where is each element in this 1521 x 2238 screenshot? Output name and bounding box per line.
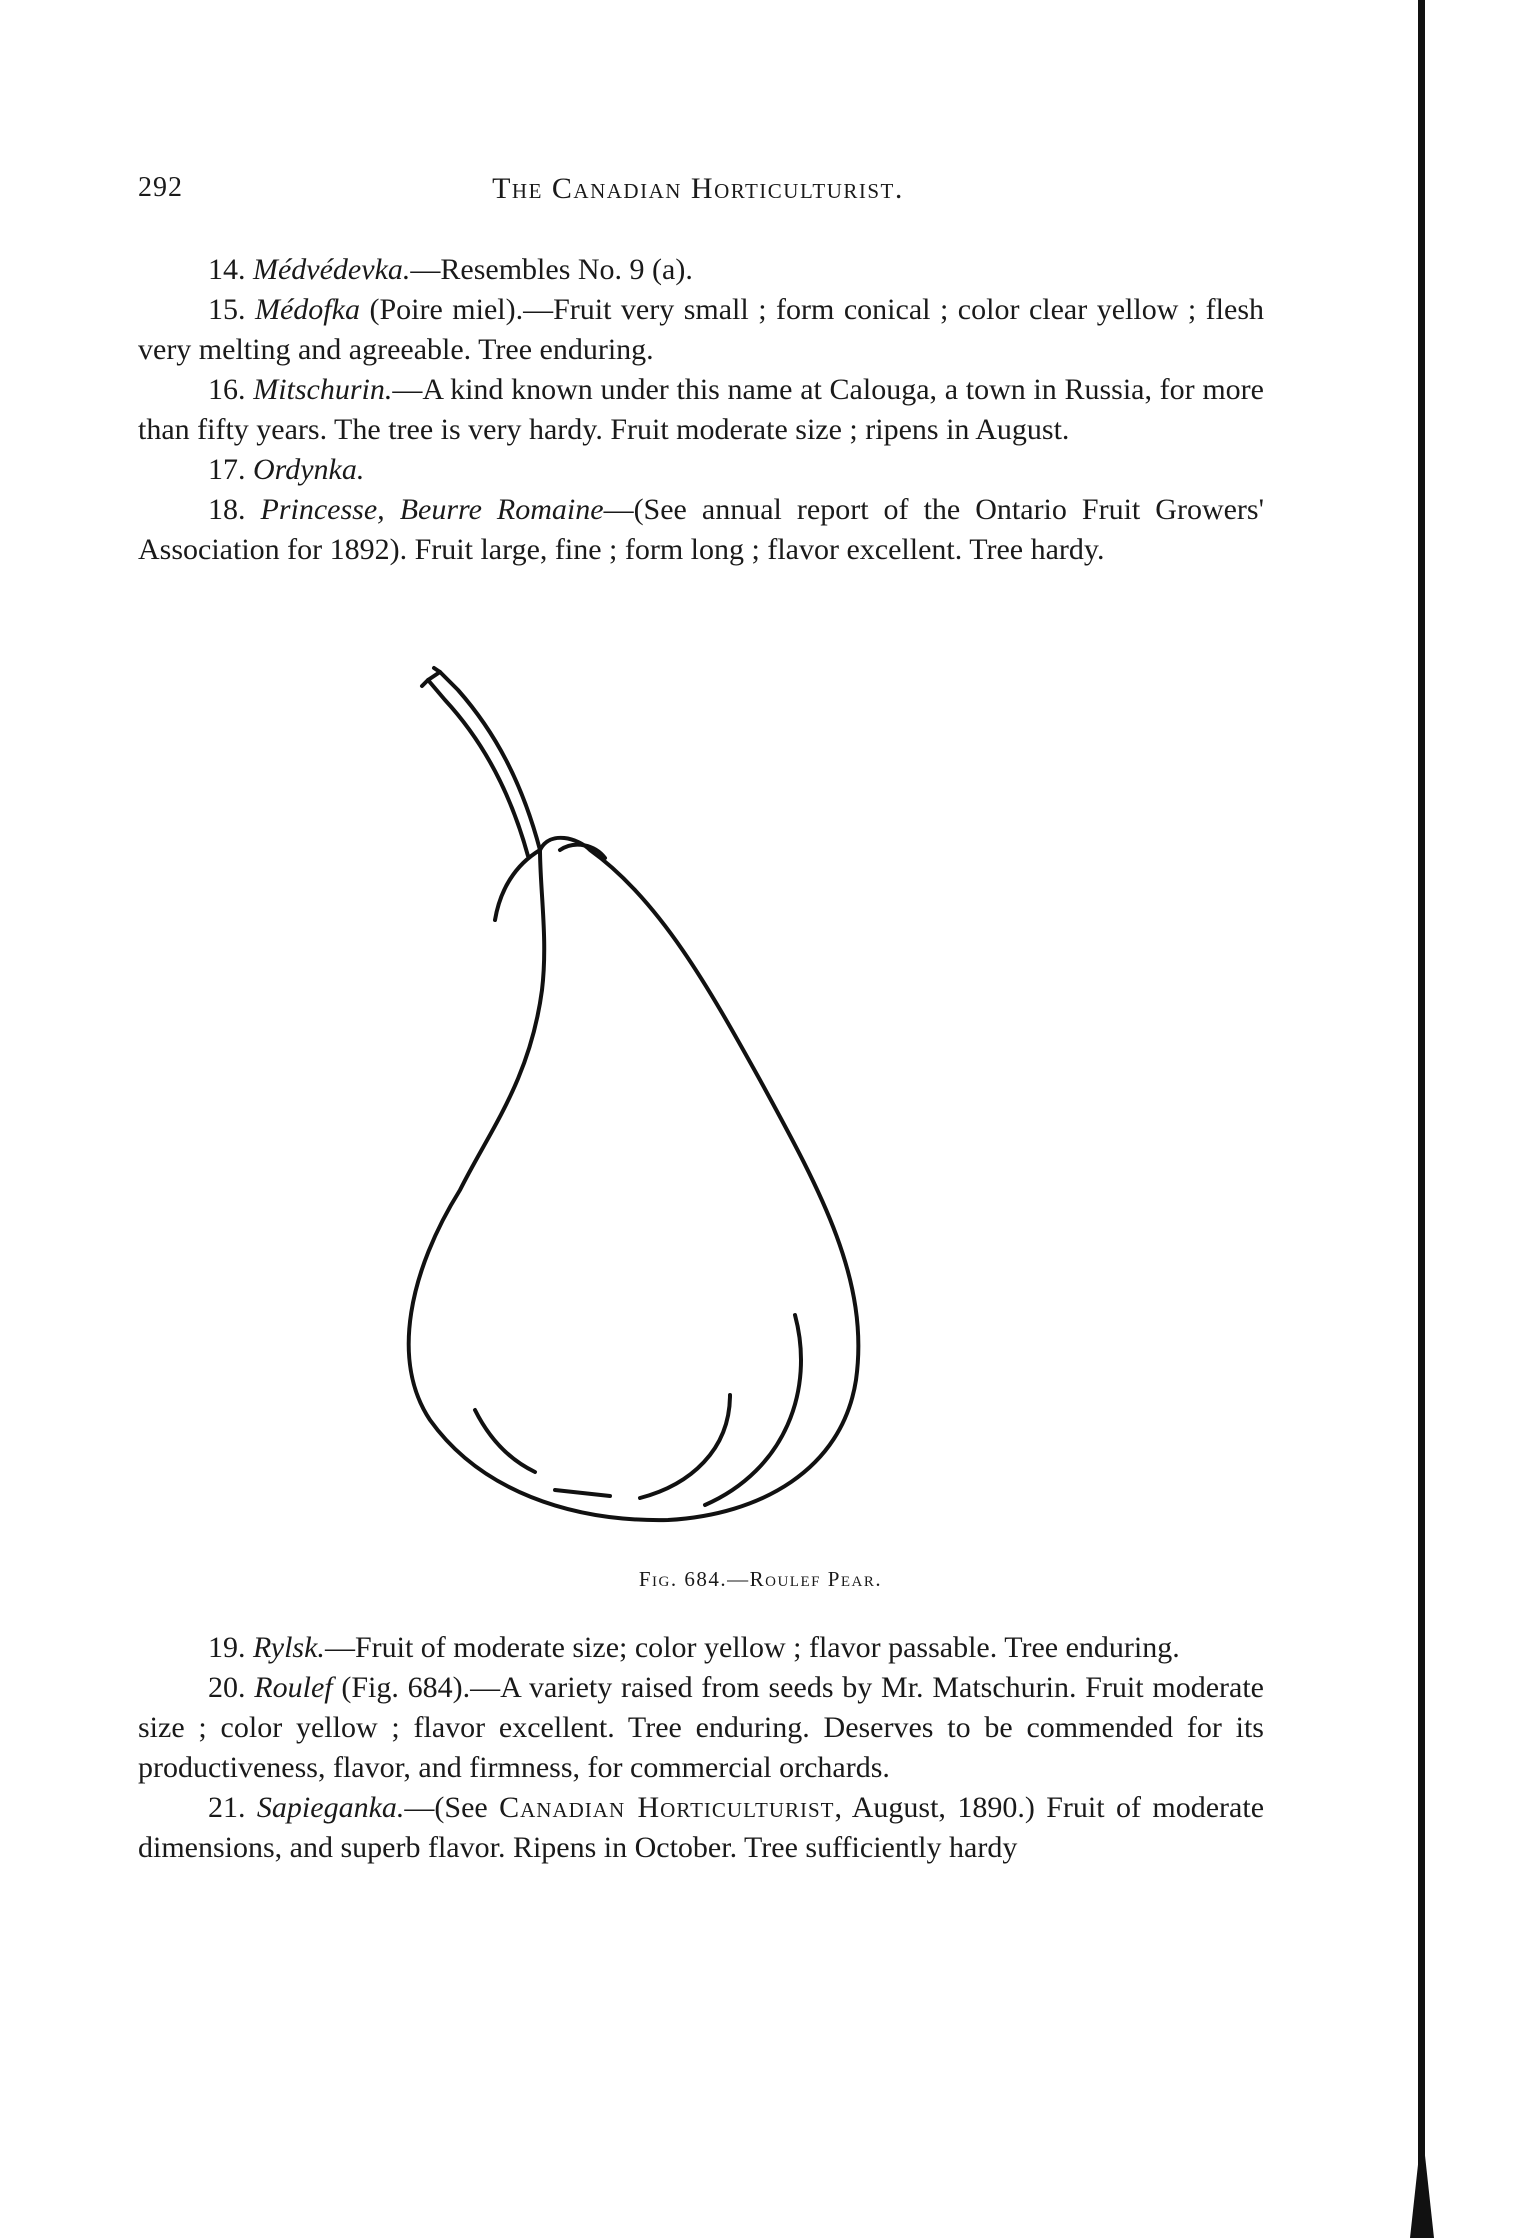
variety-name: Roulef [254,1671,333,1704]
entry-text: —A kind known under this name at Calouga, a town in Russia, for more than fifty years. The tree is very hardy. Fruit moderate size ; ripens in August. [138,373,1264,446]
page-number: 292 [138,172,183,203]
entries-bottom [138,1628,1264,1868]
running-title: The Canadian Horticulturist. [492,172,904,205]
entry [138,370,1264,450]
entry [138,1628,1264,1668]
variety-name: Mitschurin. [253,373,393,406]
entry-number: 19. [208,1631,246,1664]
variety-name: Sapieganka. [256,1791,405,1824]
pear-stem [428,672,540,856]
entry-text: , August, 1890.) Fruit of moderate dimensions, and superb flavor. Ripens in October. Tree sufficiently hardy [138,1791,1265,1864]
entry [138,1788,1264,1868]
entry-number: 18. [208,493,246,526]
entry-text: —Fruit of moderate size; color yellow ; flavor passable. Tree enduring. [324,1631,1180,1664]
roulef-pear-illustration [400,660,960,1540]
page-header [138,172,1258,212]
entry-number: 14. [208,253,246,286]
entry-number: 15. [208,293,246,326]
entry-text: —Resembles No. 9 (a). [410,253,693,286]
pear-bottom-highlight-left [475,1410,535,1472]
entry-text: (Fig. 684).—A variety raised from seeds by Mr. Matschurin. Fruit moderate size ; color yellow ; flavor excellent. Tree enduring. Deserves to be commended for its productiveness, flavor, and firmness, for commercial orchards. [138,1671,1264,1784]
variety-name: Ordynka. [253,453,365,486]
entry-text: —(See annual report of the Ontario Fruit Growers' Association for 1892). Fruit large, fine ; form long ; flavor excellent. Tree hardy. [138,493,1265,566]
entry [138,1668,1264,1788]
figure-caption: Fig. 684.—Roulef Pear. [638,1567,883,1591]
entry [138,450,1264,490]
pear-right-rim [705,1315,801,1505]
entry-text: —(See [404,1791,500,1824]
pear-bottom-highlight-right [640,1395,730,1498]
entry-text: (Poire miel).—Fruit very small ; form conical ; color clear yellow ; flesh very melting and agreeable. Tree enduring. [138,293,1264,366]
entries-top [138,250,1264,570]
journal-title: Canadian Horticulturist [499,1791,835,1824]
variety-name: Princesse, Beurre Romaine [260,493,604,526]
entry-number: 20. [208,1671,246,1704]
book-spine-edge [1418,0,1425,2238]
entry-number: 16. [208,373,246,406]
variety-name: Rylsk. [253,1631,325,1664]
entry-number: 21. [208,1791,246,1824]
variety-name: Médvédevka. [253,253,411,286]
pear-shoulder-line [495,850,540,920]
entry [138,490,1264,570]
pear-bottom-dash [555,1490,610,1496]
book-spine-base [1410,2150,1434,2238]
entry [138,290,1264,370]
entry [138,250,1264,290]
variety-name: Médofka [255,293,360,326]
entry-number: 17. [208,453,246,486]
